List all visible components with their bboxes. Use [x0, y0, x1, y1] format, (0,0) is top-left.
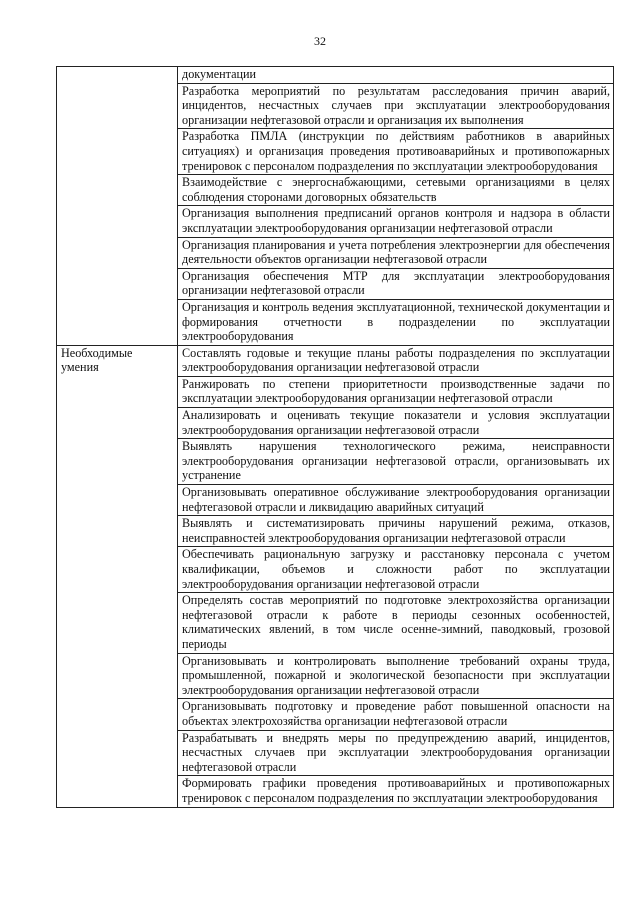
table-cell-text: Взаимодействие с энергоснабжающими, сетевыми организациями в целях соблюдения сторонами договорных обязательств [178, 175, 614, 206]
table-cell-text: Составлять годовые и текущие планы работы подразделения по эксплуатации электрооборудования организации нефтегазовой отрасли [178, 345, 614, 376]
table-cell-text: Формировать графики проведения противоаварийных и противопожарных тренировок с персоналом подразделения по эксплуатации электрооборудования [178, 776, 614, 807]
labor-actions-label-cell [57, 67, 178, 346]
skills-label-line-1: Необходимые [61, 345, 133, 360]
requirements-table [56, 66, 614, 808]
table-cell-text: Определять состав мероприятий по подготовке электрохозяйства организации нефтегазовой отрасли к работе в периоды сезонных особенностей, климатических явлений, в том числе осенне-зимний, паводковый, грозовой периоды [178, 593, 614, 653]
table-cell-text: Разрабатывать и внедрять меры по предупреждению аварий, инцидентов, несчастных случаев при эксплуатации электрооборудования организации нефтегазовой отрасли [178, 730, 614, 776]
table-cell-text: Организация и контроль ведения эксплуатационной, технической документации и формирования отчетности в подразделении по эксплуатации электрооборудования [178, 299, 614, 345]
skills-label-cell [57, 345, 178, 807]
table-cell-text: Разработка мероприятий по результатам расследования причин аварий, инцидентов, несчастных случаев при эксплуатации электрооборудования организации нефтегазовой отрасли и организация их выполнения [178, 83, 614, 129]
table-cell-text: Ранжировать по степени приоритетности производственные задачи по эксплуатации электрооборудования организации нефтегазовой отрасли [178, 376, 614, 407]
table-cell-text: Организовывать и контролировать выполнение требований охраны труда, промышленной, пожарной и экологической безопасности при эксплуатации электрооборудования организации нефтегазовой отрасли [178, 653, 614, 699]
table-cell-text: Анализировать и оценивать текущие показатели и условия эксплуатации электрооборудования организации нефтегазовой отрасли [178, 408, 614, 439]
table-cell-text: Организация планирования и учета потребления электроэнергии для обеспечения деятельности объектов организации нефтегазовой отрасли [178, 237, 614, 268]
table-cell-text: документации [178, 67, 614, 84]
table-cell-text: Выявлять нарушения технологического режима, неисправности электрооборудования организации нефтегазовой отрасли, организовывать их устранение [178, 439, 614, 485]
table-cell-text: Организовывать подготовку и проведение работ повышенной опасности на объектах электрохозяйства организации нефтегазовой отрасли [178, 699, 614, 730]
table-cell-text: Организация обеспечения МТР для эксплуатации электрооборудования организации нефтегазовой отрасли [178, 268, 614, 299]
table-cell-text: Разработка ПМЛА (инструкции по действиям работников в аварийных ситуациях) и организация проведения противоаварийных и противопожарных тренировок с персоналом подразделения по эксплуатации электрооборудования [178, 129, 614, 175]
table-cell-text: Выявлять и систематизировать причины нарушений режима, отказов, неисправностей электрооборудования организации нефтегазовой отрасли [178, 516, 614, 547]
page-number: 32 [314, 34, 326, 48]
table-cell-text: Организация выполнения предписаний органов контроля и надзора в области эксплуатации электрооборудования организации нефтегазовой отрасли [178, 206, 614, 237]
table-cell-text: Обеспечивать рациональную загрузку и расстановку персонала с учетом квалификации, объемов и сложности работ по эксплуатации электрооборудования организации нефтегазовой отрасли [178, 547, 614, 593]
skills-label-line-2: умения [61, 360, 99, 375]
table-row [57, 345, 614, 376]
table-row [57, 67, 614, 84]
table-cell-text: Организовывать оперативное обслуживание электрооборудования организации нефтегазовой отрасли и ликвидацию аварийных ситуаций [178, 485, 614, 516]
